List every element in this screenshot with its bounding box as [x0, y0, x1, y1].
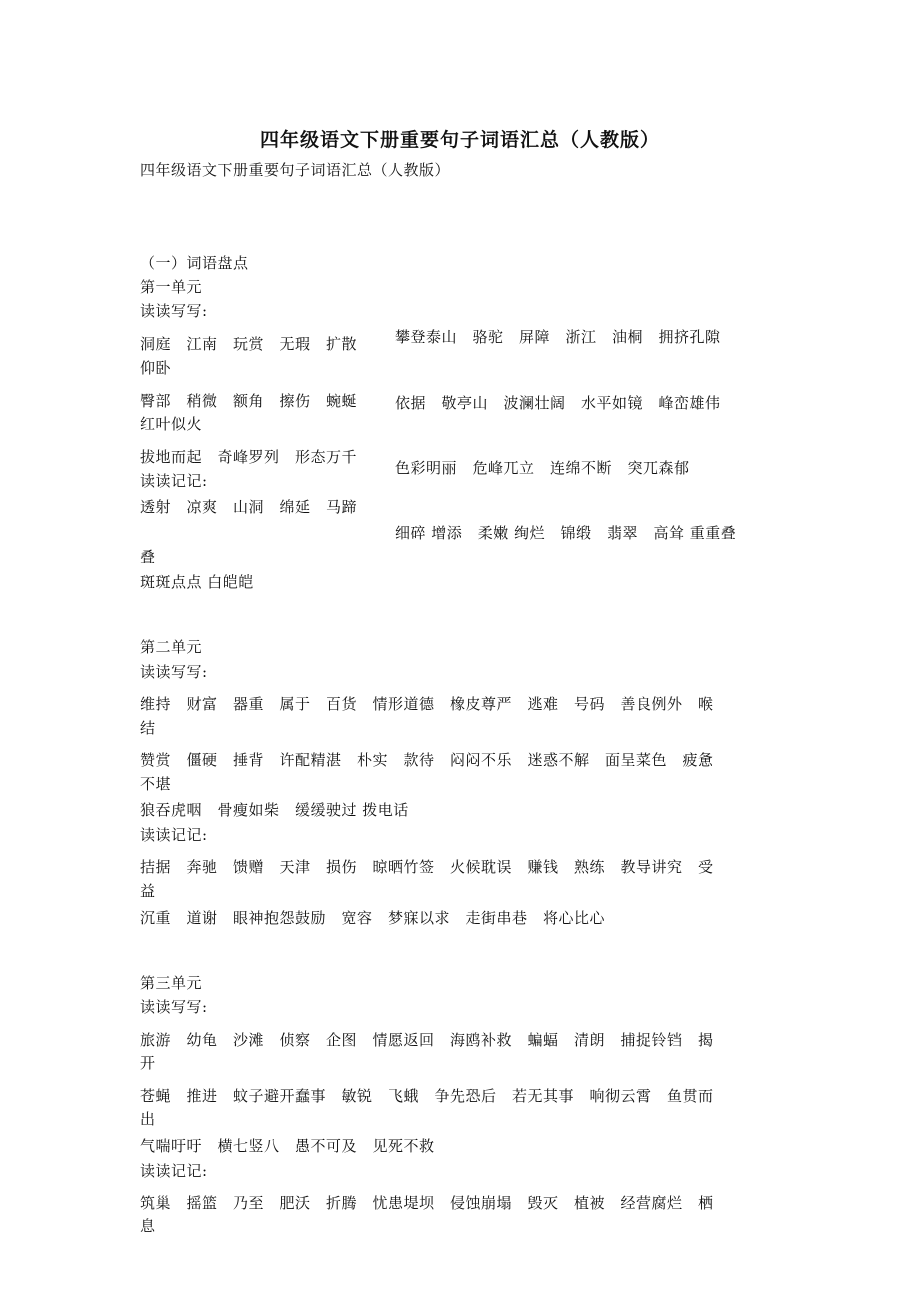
unit3-row2: 苍蝇 推进 蚊子避开蠢事 敏锐 飞蛾 争先恐后 若无其事 响彻云霄 鱼贯而: [140, 1087, 714, 1105]
unit1-row5: 斑斑点点 白皑皑: [140, 573, 254, 591]
unit1-right-row4: 细碎 增添 柔嫩 绚烂 锦缎 翡翠 高耸 重重叠: [395, 524, 737, 542]
unit1-read-write-label: 读读写写:: [140, 302, 208, 320]
unit3-row1-wrap: 开: [140, 1054, 156, 1072]
unit2-heading: 第二单元: [140, 638, 203, 656]
page-subtitle: 四年级语文下册重要句子词语汇总（人教版）: [140, 161, 451, 179]
unit2-row4-wrap: 益: [140, 882, 156, 900]
unit2-row2-wrap: 不堪: [140, 775, 172, 793]
unit2-row4: 拮据 奔驰 馈赠 天津 损伤 晾晒竹签 火候耽误 赚钱 熟练 教导讲究 受: [140, 858, 714, 876]
unit1-heading: 第一单元: [140, 278, 203, 296]
unit2-read-write-label: 读读写写:: [140, 663, 208, 681]
unit3-row2-wrap: 出: [140, 1110, 156, 1128]
unit1-right-row1: 攀登泰山 骆驼 屏障 浙江 油桐 拥挤孔隙: [395, 328, 721, 346]
page-title: 四年级语文下册重要句子词语汇总（人教版）: [259, 129, 660, 151]
unit1-left-row4: 透射 凉爽 山洞 绵延 马蹄: [140, 498, 358, 516]
unit3-row1: 旅游 幼龟 沙滩 侦察 企图 情愿返回 海鸥补救 蝙蝠 清朗 捕捉铃铛 揭: [140, 1031, 714, 1049]
unit1-right-row3: 色彩明丽 危峰兀立 连绵不断 突兀森郁: [395, 459, 690, 477]
unit3-row3: 气喘吁吁 横七竖八 愚不可及 见死不救: [140, 1137, 435, 1155]
unit1-row4-wrap: 叠: [140, 548, 156, 566]
unit2-read-remember-label: 读读记记:: [140, 826, 208, 844]
unit3-row4-wrap: 息: [140, 1217, 156, 1235]
unit2-row1-wrap: 结: [140, 719, 156, 737]
unit1-left-row1-wrap: 仰卧: [140, 359, 172, 377]
unit1-right-row2: 依据 敬亭山 波澜壮阔 水平如镜 峰峦雄伟: [395, 394, 721, 412]
unit3-read-write-label: 读读写写:: [140, 998, 208, 1016]
unit3-row4: 筑巢 摇篮 乃至 肥沃 折腾 忧患堤坝 侵蚀崩塌 毁灭 植被 经营腐烂 栖: [140, 1194, 714, 1212]
unit3-read-remember-label: 读读记记:: [140, 1162, 208, 1180]
unit1-left-row2: 臀部 稍微 额角 擦伤 蜿蜒: [140, 392, 358, 410]
unit1-left-row3: 拔地而起 奇峰罗列 形态万千: [140, 448, 358, 466]
unit1-left-row2-wrap: 红叶似火: [140, 415, 203, 433]
unit1-read-remember-label: 读读记记:: [140, 472, 208, 490]
unit1-left-row1: 洞庭 江南 玩赏 无瑕 扩散: [140, 335, 358, 353]
unit2-row5: 沉重 道谢 眼神抱怨鼓励 宽容 梦寐以求 走街串巷 将心比心: [140, 909, 606, 927]
section-heading: （一）词语盘点: [140, 254, 249, 272]
unit2-row2: 赞赏 僵硬 捶背 许配精湛 朴实 款待 闷闷不乐 迷惑不解 面呈菜色 疲惫: [140, 751, 714, 769]
unit3-heading: 第三单元: [140, 974, 203, 992]
unit2-row1: 维持 财富 器重 属于 百货 情形道德 橡皮尊严 逃难 号码 善良例外 喉: [140, 695, 714, 713]
unit2-row3: 狼吞虎咽 骨瘦如柴 缓缓驶过 拨电话: [140, 801, 409, 819]
